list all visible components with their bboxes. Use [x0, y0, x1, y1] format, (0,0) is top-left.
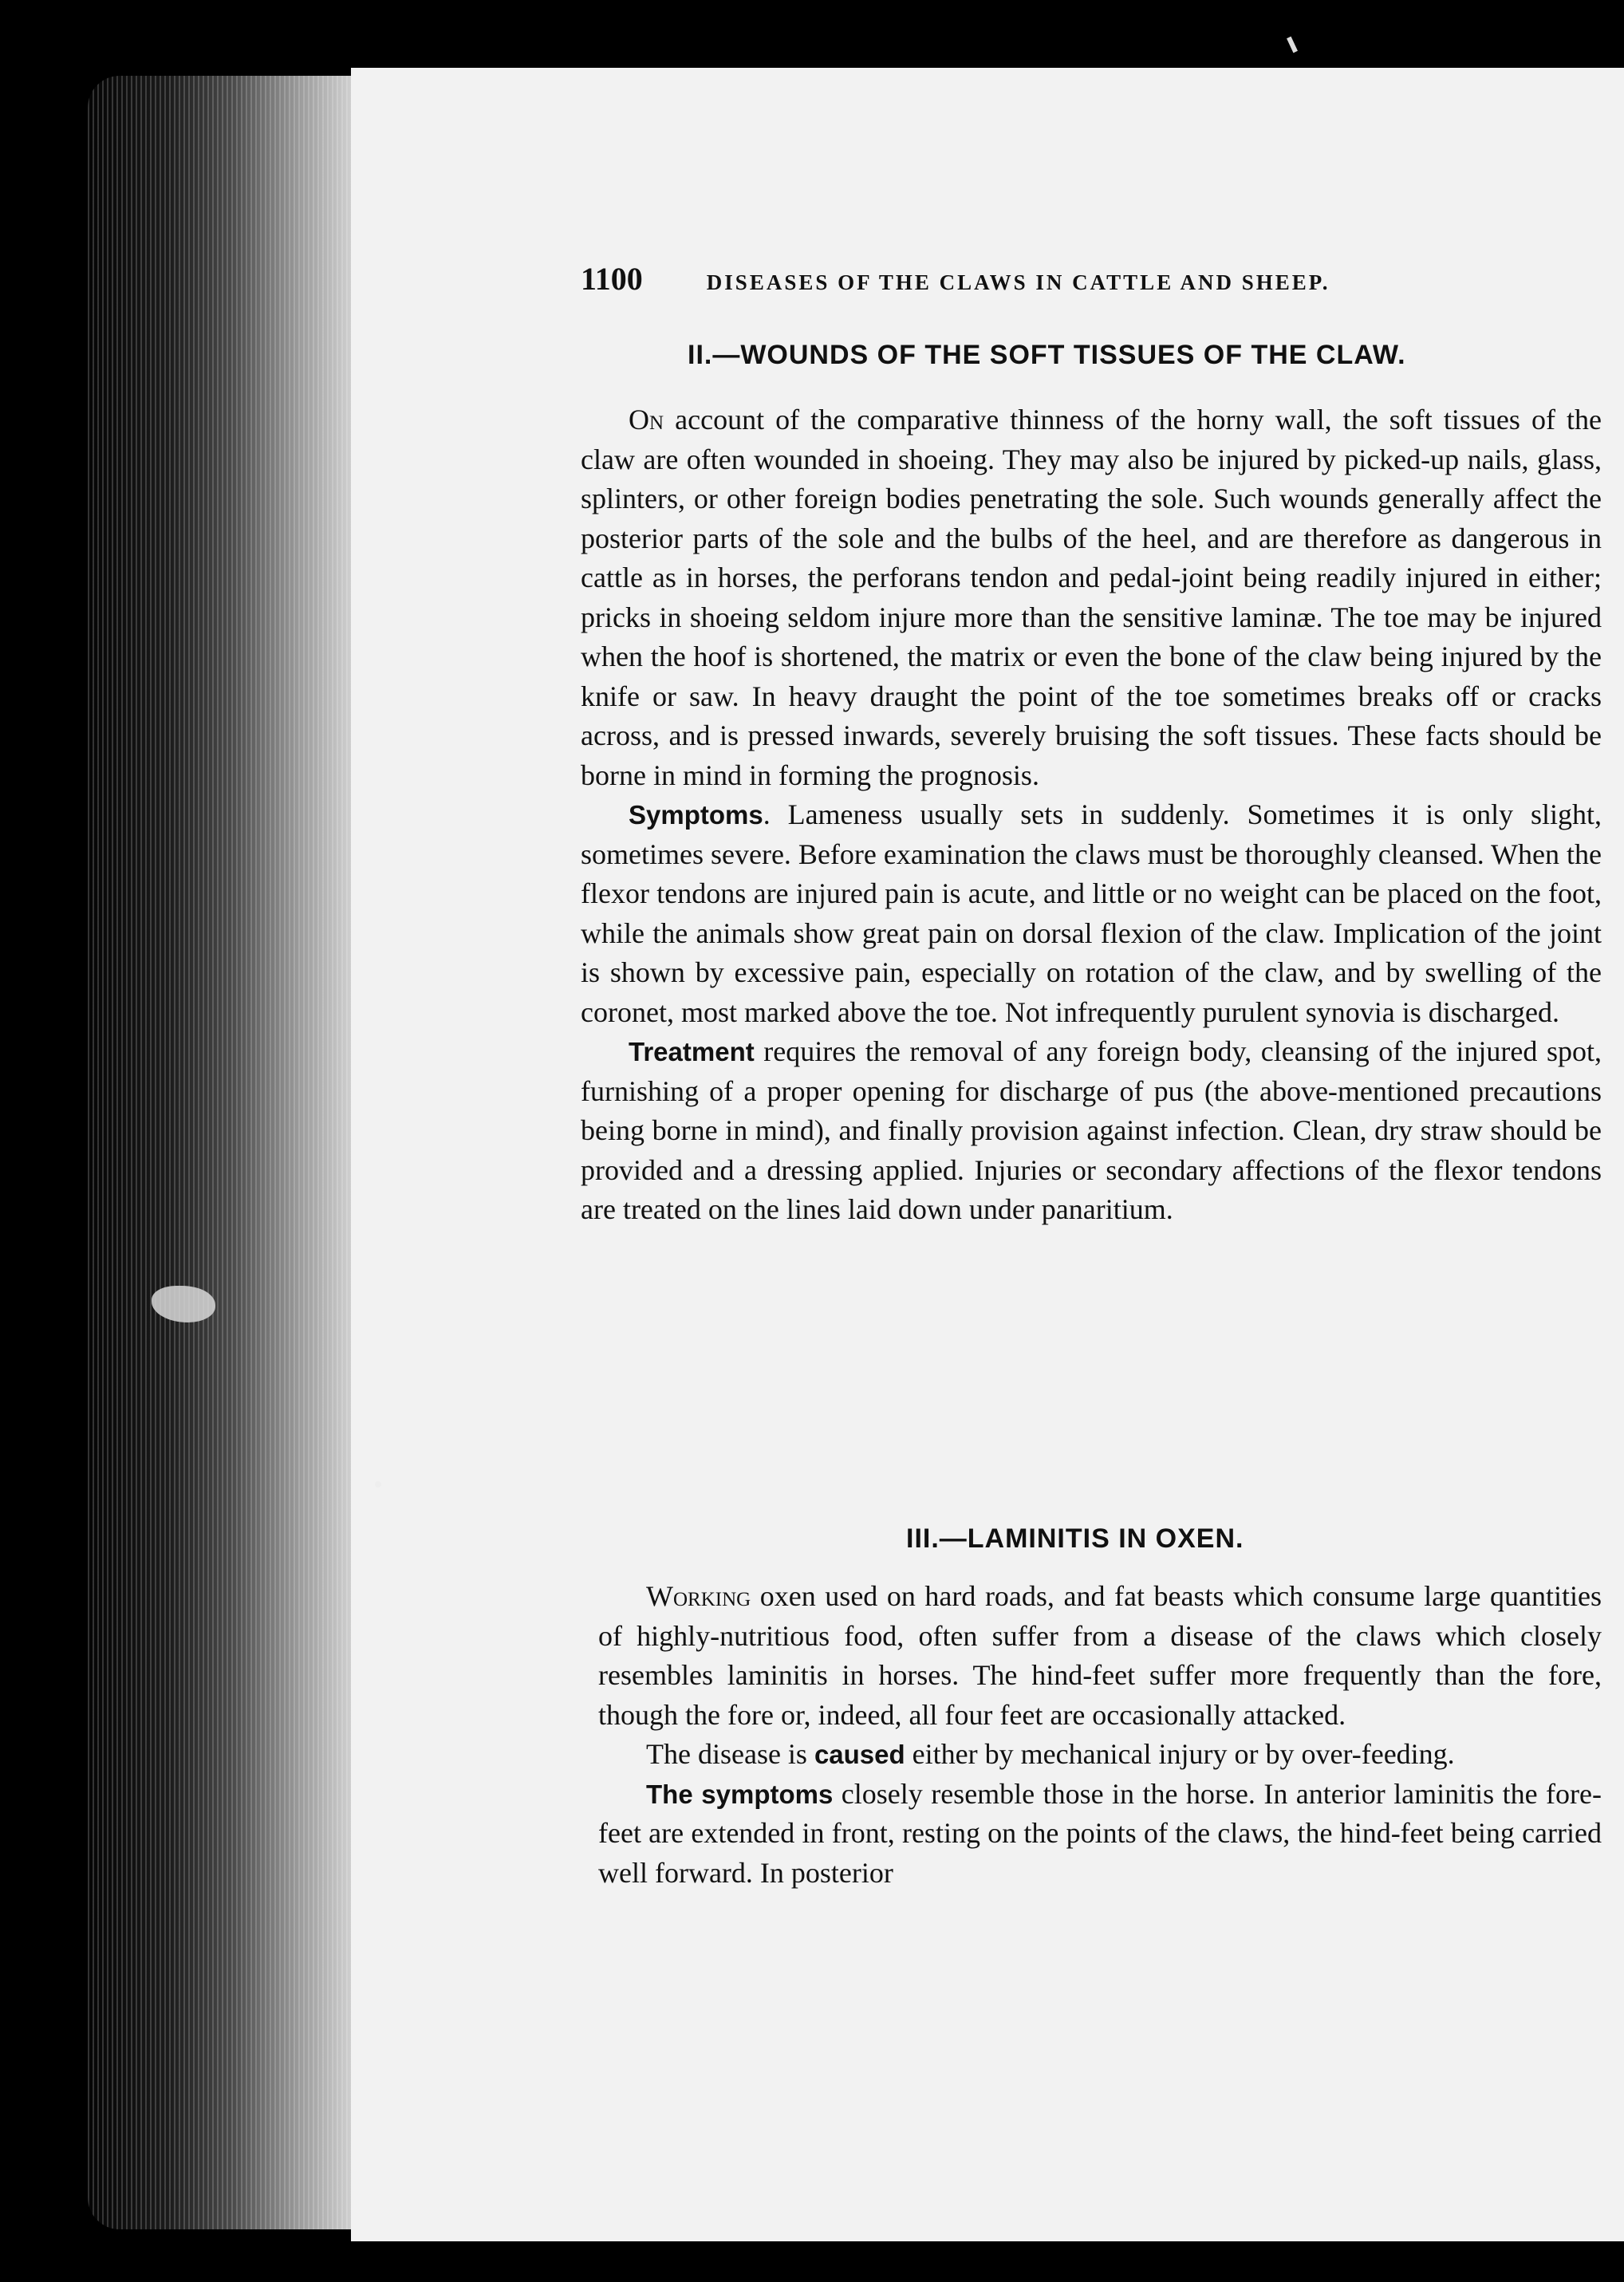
paragraph-laminitis-symptoms	[598, 1775, 1602, 1894]
paragraph-text: . Lameness usually sets in suddenly. Sometimes it is only slight, sometimes severe. Before examination the claws must be thoroughly cleansed. When the flexor tendons are injured pain is acute, and little or no weight can be placed on the foot, while the animals show great pain on dorsal flexion of the claw. Implication of the joint is shown by excessive pain, especially on rotation of the claw, and by swelling of the coronet, most marked above the toe. Not infrequently purulent synovia is discharged.	[581, 798, 1602, 1028]
running-header	[581, 260, 1602, 298]
symptoms-label: The symptoms	[646, 1779, 834, 1809]
paragraph-symptoms	[581, 795, 1602, 1032]
caused-label: caused	[814, 1740, 905, 1769]
book-page-edges	[88, 76, 351, 2229]
paragraph-laminitis-intro	[598, 1577, 1602, 1735]
section-heading-wounds: II.—WOUNDS OF THE SOFT TISSUES OF THE CLAW.	[688, 340, 1406, 370]
section-laminitis-body	[598, 1577, 1602, 1893]
symptoms-label: Symptoms	[629, 800, 763, 830]
paragraph-text: either by mechanical injury or by over-feeding.	[905, 1738, 1455, 1770]
paragraph-text: The disease is	[646, 1738, 814, 1770]
scan-artifact-dot	[375, 1481, 381, 1488]
paragraph-text: account of the comparative thinness of the horny wall, the soft tissues of the claw are often wounded in shoeing. They may also be injured by picked-up nails, glass, splinters, or other foreign bodies penetrating the sole. Such wounds generally affect the posterior parts of the sole and the bulbs of the heel, and are therefore as dangerous in cattle as in horses, the perforans tendon and pedal-joint being readily injured in either; pricks in shoeing seldom injure more than the sensitive laminæ. The toe may be injured when the hoof is shortened, the matrix or even the bone of the claw being injured by the knife or saw. In heavy draught the point of the toe sometimes breaks off or cracks across, and is pressed inwards, severely bruising the soft tissues. These facts should be borne in mind in forming the prognosis.	[581, 404, 1602, 791]
paragraph-text: requires the removal of any foreign body, cleansing of the injured spot, furnishing of a proper opening for discharge of pus (the above-mentioned precautions being borne in mind), and finally provision against infection. Clean, dry straw should be provided and a dressing applied. Injuries or secondary affections of the flexor tendons are treated on the lines laid down under panaritium.	[581, 1035, 1602, 1225]
drop-lead-word: Working	[646, 1580, 751, 1612]
scan-artifact-mark	[1287, 37, 1298, 53]
section-wounds-body	[581, 400, 1602, 1230]
treatment-label: Treatment	[629, 1037, 755, 1066]
paragraph-intro	[581, 400, 1602, 795]
drop-lead-word: On	[629, 404, 664, 436]
paragraph-text: oxen used on hard roads, and fat beasts which consume large quantities of highly-nutritious food, often suffer from a disease of the claws which closely resembles laminitis in horses. The hind-feet suffer more frequently than the fore, though the fore or, indeed, all four feet are occasionally attacked.	[598, 1580, 1602, 1731]
section-heading-laminitis: III.—LAMINITIS IN OXEN.	[906, 1523, 1244, 1554]
paragraph-treatment	[581, 1032, 1602, 1230]
paragraph-cause	[598, 1735, 1602, 1775]
page-number: 1100	[581, 261, 643, 297]
running-title: DISEASES OF THE CLAWS IN CATTLE AND SHEEP.	[706, 270, 1330, 294]
paragraph-text: closely resemble those in the horse. In anterior laminitis the fore-feet are extended in front, resting on the points of the claws, the hind-feet being carried well forward. In posterior	[598, 1777, 1602, 1889]
